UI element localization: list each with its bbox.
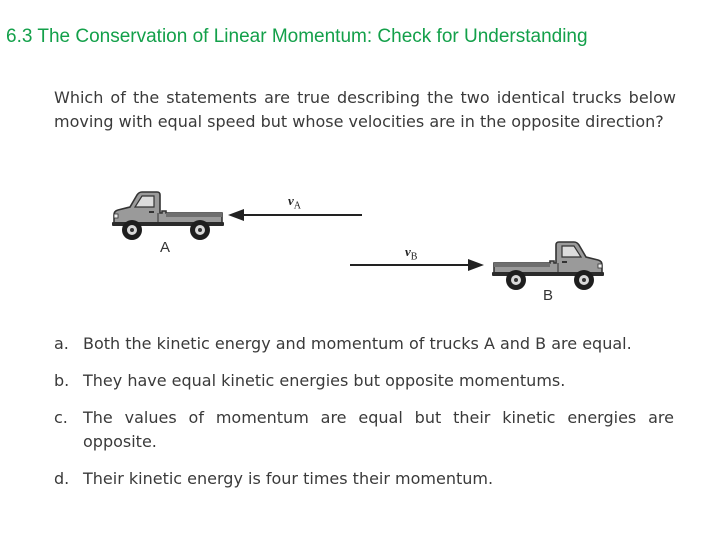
slide-title: 6.3 The Conservation of Linear Momentum: Check for Understanding (6, 26, 588, 47)
answer-text: Both the kinetic energy and momentum of trucks A and B are equal. (83, 334, 632, 353)
answer-letter: c. (54, 408, 68, 427)
truck-diagram (100, 183, 620, 313)
truck-a-label: A (160, 239, 171, 256)
answer-letter: b. (54, 371, 70, 390)
answer-option-c[interactable] (54, 406, 674, 454)
answer-letter: a. (54, 334, 69, 353)
truck-a-image (110, 187, 226, 243)
answer-text: Their kinetic energy is four times their momentum. (83, 469, 494, 488)
answer-option-a[interactable] (54, 332, 674, 356)
answer-list (54, 332, 674, 504)
answer-text: The values of momentum are equal but their kinetic energies are opposite. (83, 408, 674, 451)
velocity-b-label: $v_B$ (405, 244, 418, 263)
velocity-a-label: $v_A$ (288, 193, 302, 212)
truck-b-label: B (543, 287, 554, 304)
answer-option-b[interactable] (54, 369, 674, 393)
question-text: Which of the statements are true describing the two identical trucks below moving with equal speed but whose velocities are in the opposite direction? (54, 88, 676, 131)
answer-letter: d. (54, 469, 70, 488)
truck-b-image (490, 237, 606, 293)
answer-option-d[interactable] (54, 467, 674, 491)
answer-text: They have equal kinetic energies but opposite momentums. (83, 371, 566, 390)
